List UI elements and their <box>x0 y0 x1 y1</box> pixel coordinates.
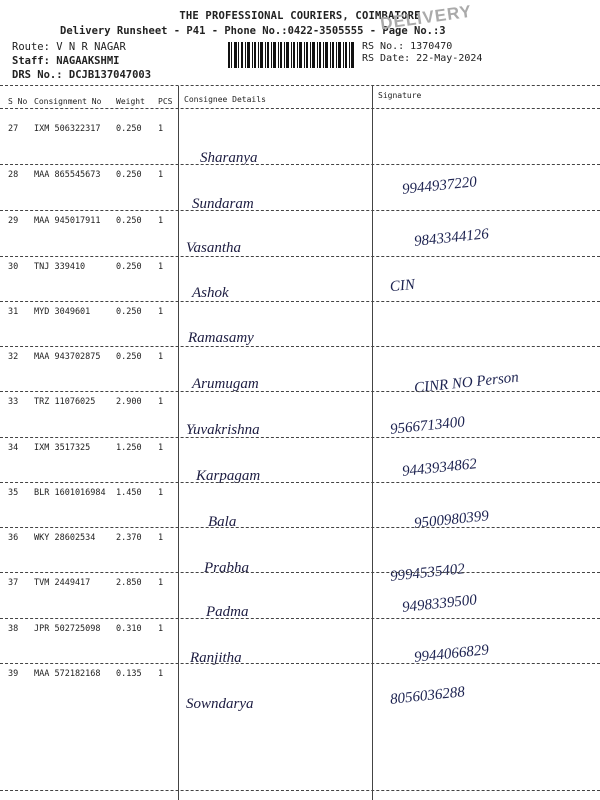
consignment-cell: IXM 3517325 <box>34 443 91 453</box>
row-divider <box>0 164 600 165</box>
table-row <box>0 669 600 689</box>
weight-cell: 0.135 <box>116 669 142 679</box>
weight-cell: 1.250 <box>116 443 142 453</box>
table-row <box>0 443 600 463</box>
table-row <box>0 578 600 598</box>
weight-cell: 0.310 <box>116 624 142 634</box>
col-signature: Signature <box>378 91 422 100</box>
table-row <box>0 307 600 327</box>
signature-text: CINR NO Person <box>413 369 520 397</box>
sno-cell: 31 <box>8 307 19 317</box>
table-row <box>0 397 600 417</box>
table-row <box>0 488 600 508</box>
col-pcs: PCS <box>158 97 173 106</box>
sno-cell: 33 <box>8 397 19 407</box>
consignee-name: Prabha <box>204 560 249 576</box>
consignment-cell: MAA 945017911 <box>34 216 101 226</box>
divider <box>0 85 600 86</box>
pcs-cell: 1 <box>158 124 164 134</box>
weight-cell: 2.900 <box>116 397 142 407</box>
row-divider <box>0 572 600 573</box>
route-label: Route: V N R NAGAR <box>12 41 126 53</box>
consignee-name: Ashok <box>192 285 229 301</box>
col-details: Consignee Details <box>184 95 266 104</box>
col-consignment: Consignment No <box>34 97 102 106</box>
consignee-name: Ramasamy <box>188 330 254 346</box>
consignment-cell: IXM 506322317 <box>34 124 101 134</box>
signature-text: 9566713400 <box>389 414 466 438</box>
consignee-name: Padma <box>206 604 249 620</box>
signature-text: CIN <box>389 276 416 296</box>
sno-cell: 35 <box>8 488 19 498</box>
sno-cell: 39 <box>8 669 19 679</box>
consignment-cell: MAA 572182168 <box>34 669 101 679</box>
weight-cell: 0.250 <box>116 307 142 317</box>
row-divider <box>0 391 600 392</box>
drs-number: DRS No.: DCJB137047003 <box>12 69 152 81</box>
signature-text: 9843344126 <box>413 226 490 250</box>
weight-cell: 0.250 <box>116 216 142 226</box>
row-divider <box>0 790 600 791</box>
row-divider <box>0 527 600 528</box>
consignee-name: Sharanya <box>200 150 258 166</box>
weight-cell: 2.370 <box>116 533 142 543</box>
weight-cell: 0.250 <box>116 124 142 134</box>
weight-cell: 2.850 <box>116 578 142 588</box>
consignment-cell: MAA 943702875 <box>34 352 101 362</box>
consignment-cell: TVM 2449417 <box>34 578 91 588</box>
consignee-name: Sowndarya <box>186 696 254 712</box>
sno-cell: 34 <box>8 443 19 453</box>
table-row <box>0 124 600 144</box>
delivery-stamp: DELIVERY <box>379 1 474 34</box>
runsheet-title: Delivery Runsheet - P41 - Phone No.:0422-3505555 - Page No.:3 <box>60 25 446 37</box>
table-row <box>0 216 600 236</box>
row-divider <box>0 346 600 347</box>
sno-cell: 38 <box>8 624 19 634</box>
sno-cell: 29 <box>8 216 19 226</box>
row-divider <box>0 256 600 257</box>
signature-text: 8056036288 <box>389 684 466 708</box>
row-divider <box>0 482 600 483</box>
pcs-cell: 1 <box>158 443 164 453</box>
pcs-cell: 1 <box>158 307 164 317</box>
row-divider <box>0 210 600 211</box>
consignment-cell: MAA 865545673 <box>34 170 101 180</box>
consignee-name: Arumugam <box>192 376 259 392</box>
table-row <box>0 624 600 644</box>
divider <box>0 108 600 109</box>
sno-cell: 28 <box>8 170 19 180</box>
consignee-name: Karpagam <box>196 468 261 484</box>
table-row <box>0 170 600 190</box>
pcs-cell: 1 <box>158 352 164 362</box>
consignee-name: Vasantha <box>186 240 242 256</box>
weight-cell: 1.450 <box>116 488 142 498</box>
consignment-cell: JPR 502725098 <box>34 624 101 634</box>
table-row <box>0 533 600 553</box>
signature-text: 9500980399 <box>413 508 490 532</box>
sno-cell: 32 <box>8 352 19 362</box>
staff-label: Staff: NAGAAKSHMI <box>12 55 120 67</box>
pcs-cell: 1 <box>158 624 164 634</box>
consignment-cell: WKY 28602534 <box>34 533 96 543</box>
consignment-cell: MYD 3049601 <box>34 307 91 317</box>
rs-number: RS No.: 1370470 <box>362 41 453 52</box>
pcs-cell: 1 <box>158 170 164 180</box>
company-title: THE PROFESSIONAL COURIERS, COIMBATORE <box>179 10 421 22</box>
consignment-cell: TRZ 11076025 <box>34 397 96 407</box>
consignee-name: Yuvakrishna <box>186 422 260 438</box>
pcs-cell: 1 <box>158 262 164 272</box>
pcs-cell: 1 <box>158 216 164 226</box>
pcs-cell: 1 <box>158 533 164 543</box>
signature-text: 9443934862 <box>401 456 478 480</box>
consignee-name: Bala <box>208 514 237 530</box>
row-divider <box>0 301 600 302</box>
row-divider <box>0 663 600 664</box>
weight-cell: 0.250 <box>116 170 142 180</box>
weight-cell: 0.250 <box>116 262 142 272</box>
signature-text: 9498339500 <box>401 592 478 616</box>
consignment-cell: TNJ 339410 <box>34 262 86 272</box>
barcode-image <box>228 42 356 68</box>
consignment-cell: BLR 1601016984 <box>34 488 106 498</box>
sno-cell: 37 <box>8 578 19 588</box>
row-divider <box>0 437 600 438</box>
pcs-cell: 1 <box>158 578 164 588</box>
col-weight: Weight <box>116 97 145 106</box>
col-sno: S No <box>8 97 28 106</box>
pcs-cell: 1 <box>158 397 164 407</box>
table-row <box>0 352 600 372</box>
sno-cell: 27 <box>8 124 19 134</box>
sno-cell: 36 <box>8 533 19 543</box>
sno-cell: 30 <box>8 262 19 272</box>
signature-text: 9944066829 <box>413 642 490 666</box>
consignee-name: Ranjitha <box>190 650 242 666</box>
signature-text: 9944937220 <box>401 174 478 198</box>
pcs-cell: 1 <box>158 669 164 679</box>
signature-text: 9994535402 <box>389 561 466 585</box>
rs-date: RS Date: 22-May-2024 <box>362 53 483 64</box>
consignee-name: Sundaram <box>192 196 254 212</box>
row-divider <box>0 618 600 619</box>
weight-cell: 0.250 <box>116 352 142 362</box>
table-row <box>0 262 600 282</box>
pcs-cell: 1 <box>158 488 164 498</box>
